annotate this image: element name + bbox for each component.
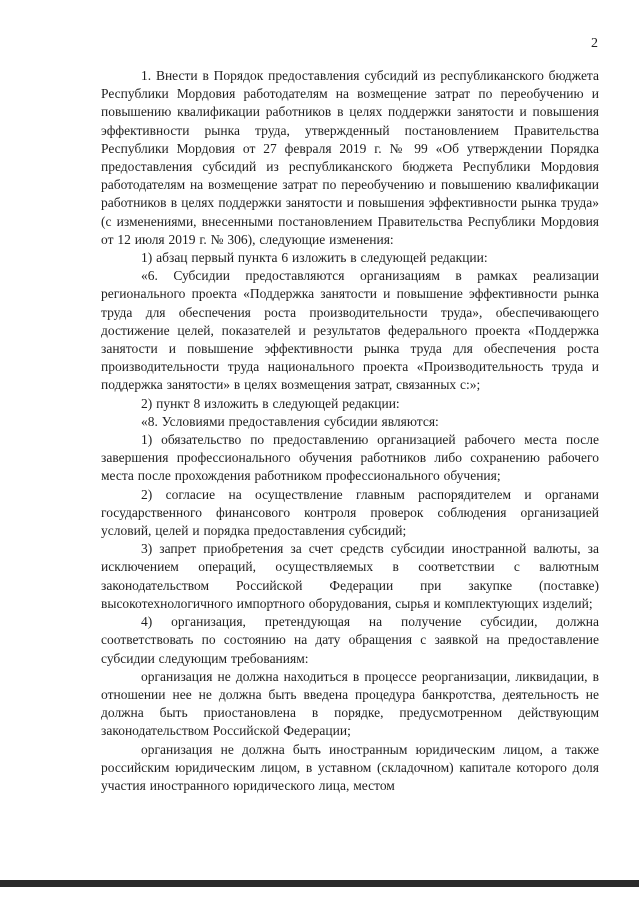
paragraph: 1. Внести в Порядок предоставления субсидий из республиканского бюджета Республики Мордовия работодателям на возмещение затрат по переобучению и повышению квалификации работников в целях поддержки занятости и повышения эффективности рынка труда, утвержденный постановлением Правительства Республики Мордовия от 27 февраля 2019 г. № 99 «Об утверждении Порядка предоставления субсидий из республиканского бюджета Республики Мордовия работодателям на возмещение затрат по переобучению и повышению квалификации работников в целях поддержки занятости и повышения эффективности рынка труда» (с изменениями, внесенными постановлением Правительства Республики Мордовия от 12 июля 2019 г. № 306), следующие изменения: bbox=[101, 68, 599, 247]
paragraph: 4) организация, претендующая на получение субсидии, должна соответствовать по состоянию на дату обращения с заявкой на предоставление субсидии следующим требованиям: bbox=[101, 614, 599, 666]
scan-edge-bar bbox=[0, 880, 639, 887]
paragraph: 2) пункт 8 изложить в следующей редакции: bbox=[141, 395, 400, 411]
paragraph: организация не должна быть иностранным юридическим лицом, а также российским юридическим лицом, в уставном (складочном) капитале которого доля участия иностранного юридического лица, местом bbox=[101, 741, 599, 793]
paragraph: 1) обязательство по предоставлению организацией рабочего места после завершения профессионального обучения работников либо сохранению рабочего места после прохождения работником профессионального обучения; bbox=[101, 432, 599, 484]
paragraph: «8. Условиями предоставления субсидии являются: bbox=[141, 413, 439, 429]
paragraph: 3) запрет приобретения за счет средств субсидии иностранной валюты, за исключением операций, осуществляемых в соответствии с валютным законодательством Российской Федерации при закупке (поставке) высокотехнологичного импортного оборудования, сырья и комплектующих изделий; bbox=[101, 541, 599, 611]
paragraph: «6. Субсидии предоставляются организациям в рамках реализации регионального проекта «Поддержка занятости и повышение эффективности рынка труда для обеспечения роста производительности труда», обеспечивающего достижение целей, показателей и результатов федерального проекта «Поддержка занятости и повышение эффективности рынка труда для обеспечения роста производительности труда национального проекта «Производительность труда и поддержка занятости» в целях возмещения затрат, связанных с:»; bbox=[101, 268, 599, 393]
document-body bbox=[101, 67, 599, 795]
paragraph: организация не должна находиться в процессе реорганизации, ликвидации, в отношении нее не должна быть введена процедура банкротства, деятельность не должна быть приостановлена в порядке, предусмотренном действующим законодательством Российской Федерации; bbox=[101, 668, 599, 739]
paragraph: 2) согласие на осуществление главным распорядителем и органами государственного финансового контроля проверок соблюдения организацией условий, целей и порядка предоставления субсидий; bbox=[101, 486, 599, 539]
paragraph: 1) абзац первый пункта 6 изложить в следующей редакции: bbox=[141, 250, 488, 266]
page-number: 2 bbox=[591, 36, 598, 51]
